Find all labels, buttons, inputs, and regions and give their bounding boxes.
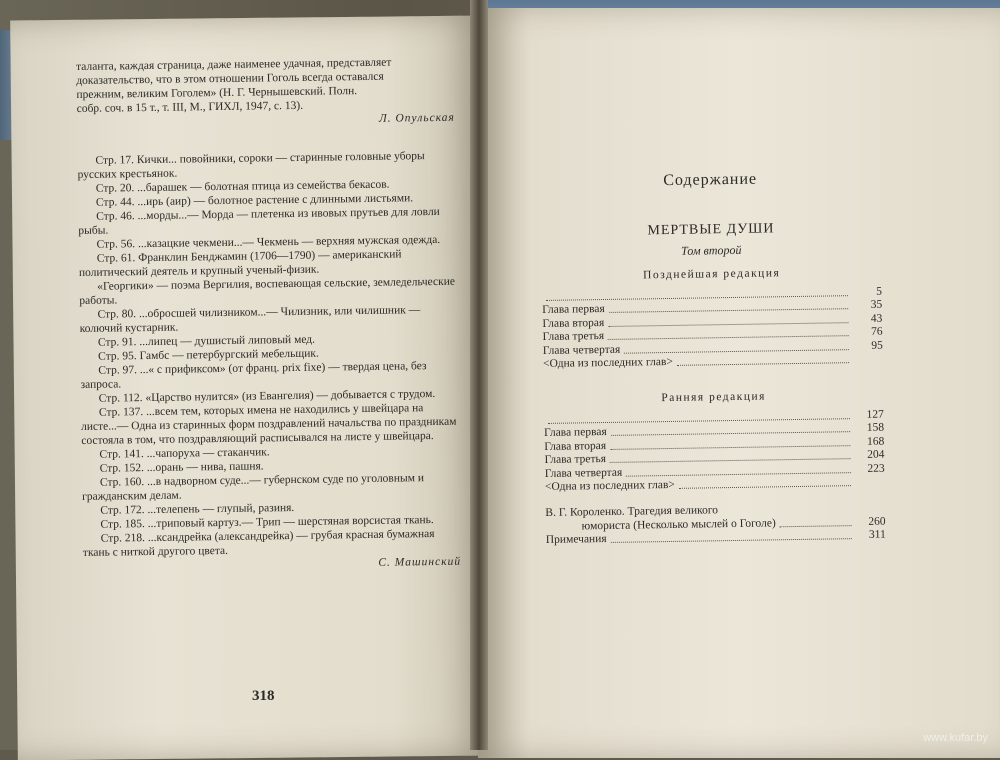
toc-row: Глава вторая 168 bbox=[544, 435, 885, 453]
signature-mashinsky: С. Машинский bbox=[378, 555, 462, 569]
note-item: Стр. 80. ...обросшей чилизником...— Чилизник, или чилишник — колючий кустарник. bbox=[79, 304, 421, 335]
note-item: Стр. 112. «Царство нулится» (из Евангелия) — добывается с трудом. bbox=[98, 388, 436, 405]
signature-opulskaya: Л. Опульская bbox=[378, 111, 455, 125]
note-item: Стр. 95. Гамбс — петербургский мебельщик. bbox=[98, 347, 319, 363]
intro-line: собр. соч. в 15 т., т. III, М., ГИХЛ, 1947, с. 13). bbox=[76, 99, 304, 115]
note-item: Стр. 91. ...липец — душистый липовый мед. bbox=[97, 333, 316, 349]
toc-row: Глава первая 158 bbox=[544, 421, 885, 439]
intro-line: таланта, каждая страница, даже наименее удачная, представляет bbox=[76, 56, 392, 73]
late-edition-list bbox=[542, 285, 883, 371]
note-item: Стр. 44. ...ирь (аир) — болотное растение с длинными листьями. bbox=[95, 192, 414, 209]
early-edition-list bbox=[544, 408, 885, 494]
note-item: Стр. 20. ...барашек — болотная птица из семейства бекасов. bbox=[95, 178, 390, 195]
toc-row: Глава третья 76 bbox=[542, 325, 883, 343]
left-page-text bbox=[76, 55, 461, 574]
note-item: Стр. 97. ...« с прификсом» (от франц. prix fixe) — твердая цена, без запроса. bbox=[80, 360, 427, 391]
note-item: Стр. 160. ...в надворном суде...— губернском суде по уголовным и гражданским делам. bbox=[82, 472, 425, 503]
note-item: Стр. 61. Франклин Бенджамин (1706—1790) — американский политический деятель и крупный ученый-физик. bbox=[78, 248, 402, 279]
toc-row: <Одна из последних глав> bbox=[545, 475, 885, 494]
note-item: Стр. 141. ...чапоруха — стаканчик. bbox=[99, 446, 270, 461]
toc-row: Глава четвертая 95 bbox=[542, 339, 883, 357]
note-item: Стр. 137. ...всем тем, которых имена не находились у швейцара на листе...— Одна из старинных форм поздравлений начальства по праздникам состояла в том, что поздравляющий расписывался на листе у швейцара. bbox=[81, 402, 457, 447]
intro-line: доказательство, что в этом отношении Гоголь всегда оставался bbox=[76, 70, 384, 87]
toc-row: 5 bbox=[542, 285, 882, 304]
early-edition-heading: Ранняя редакция bbox=[661, 390, 766, 405]
korolenko-line-1: В. Г. Короленко. Трагедия великого bbox=[545, 504, 719, 519]
toc-row: <Одна из последних глав> bbox=[543, 352, 883, 371]
book-gutter bbox=[470, 0, 488, 750]
work-title: МЕРТВЫЕ ДУШИ bbox=[647, 221, 775, 239]
note-item: Стр. 172. ...телепень — глупый, разиня. bbox=[100, 501, 295, 517]
note-item: Стр. 46. ...морды...— Морда — плетенка из ивовых прутьев для ловли рыбы. bbox=[78, 205, 440, 237]
volume-title: Том второй bbox=[681, 242, 742, 258]
note-item: «Георгики» — поэма Вергилия, воспевающая сельские, земледельческие работы. bbox=[79, 275, 456, 307]
note-item: Стр. 152. ...орань — нива, пашня. bbox=[99, 460, 264, 475]
late-edition-heading: Позднейшая редакция bbox=[643, 267, 781, 282]
note-item: Стр. 218. ...ксандрейка (александрейка) — грубая красная бумажная ткань с ниткой другого цвета. bbox=[82, 528, 435, 559]
korolenko-line-2: юмориста (Несколько мыслей о Гоголе) 260 bbox=[581, 515, 886, 532]
toc-row: Глава третья 204 bbox=[544, 448, 885, 466]
toc-title: Содержание bbox=[663, 170, 758, 190]
note-item: Стр. 56. ...казацкие чекмени...— Чекмень — верхняя мужская одежда. bbox=[96, 233, 441, 251]
notes-entry: Примечания 311 bbox=[545, 528, 886, 546]
toc-row: Глава четвертая 223 bbox=[544, 462, 885, 480]
toc-row: 127 bbox=[544, 408, 884, 427]
watermark: www.kufar.by bbox=[923, 732, 988, 744]
toc-row: Глава первая 35 bbox=[542, 298, 883, 316]
table-of-contents bbox=[540, 165, 886, 547]
note-item: Стр. 17. Кички... повойники, сороки — старинные головные уборы русских крестьянок. bbox=[77, 150, 425, 181]
intro-line: прежним, великим Гоголем» (Н. Г. Чернышевский. Полн. bbox=[76, 85, 358, 101]
note-item: Стр. 185. ...триповый картуз.— Трип — шерстяная ворсистая ткань. bbox=[100, 514, 434, 531]
toc-row: Глава вторая 43 bbox=[542, 312, 883, 330]
page-number: 318 bbox=[252, 688, 275, 704]
korolenko-entry bbox=[545, 501, 886, 547]
